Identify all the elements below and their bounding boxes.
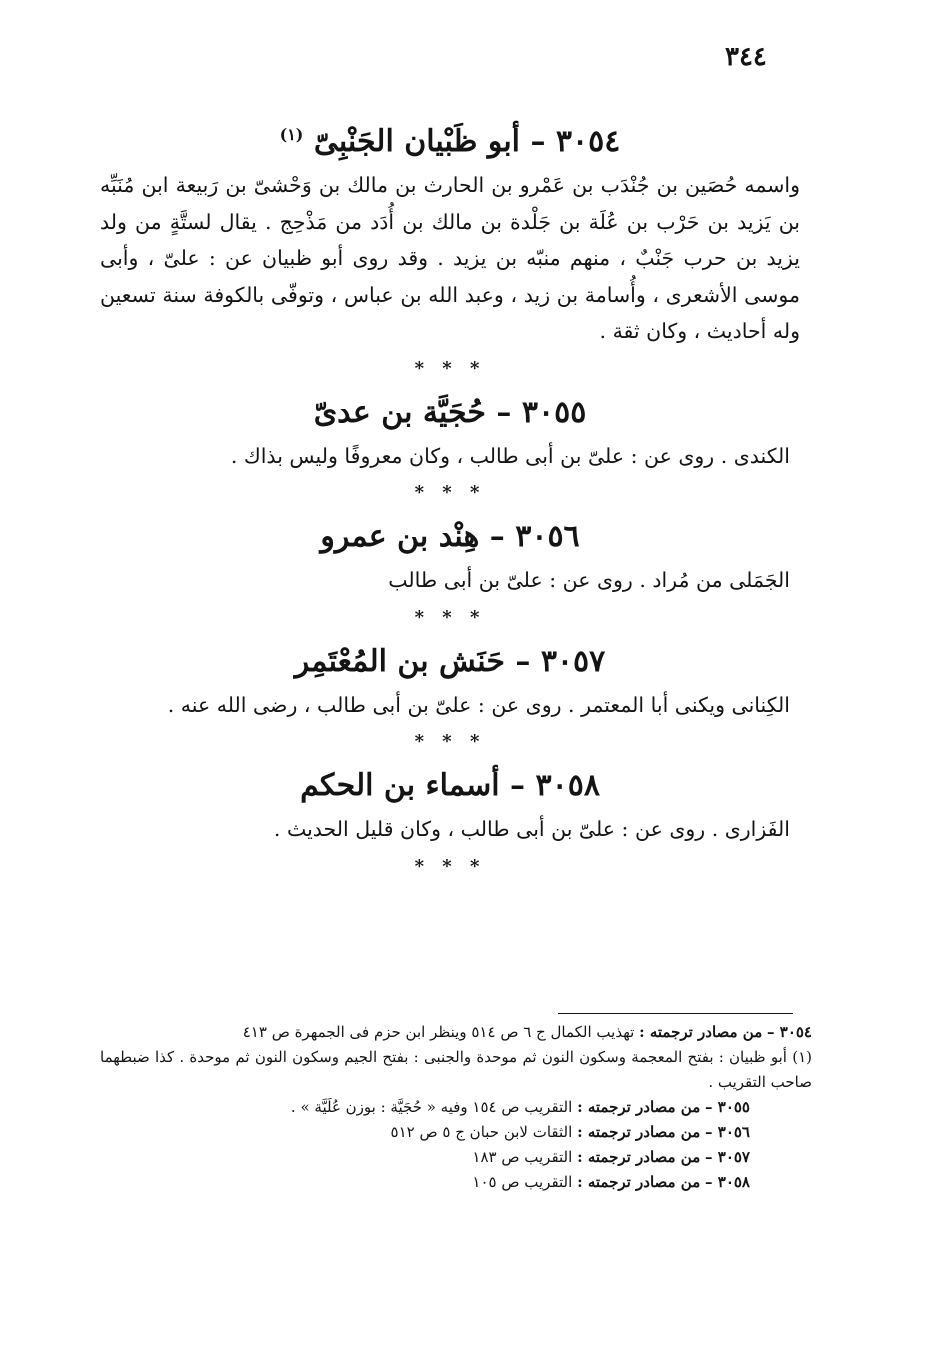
section-separator: * * * bbox=[414, 482, 486, 503]
entry-body: واسمه حُصَين بن جُنْدَب بن عَمْرو بن الحارث بن مالك بن وَحْشىّ بن رَبيعة ابن مُنَبِّه بن يَزيد بن حَرْب بن عُلَة بن جَلْدة بن مالك بن أُدَد من مَذْحِج . يقال لستَّةٍ من ولد يزيد بن حرب جَنْبٌ ، منهم منبّه بن يزيد . وقد روى أبو ظبيان عن : علىّ ، وأبى موسى الأشعرى ، وأُسامة بن زيد ، وعبد الله بن عباس ، وتوفّى بالكوفة سنة تسعين وله أحاديث ، وكان ثقة . bbox=[100, 173, 800, 343]
footnote-label: من مصادر ترجمته : bbox=[639, 1023, 763, 1041]
entry-body: الجَمَلى من مُراد . روى عن : علىّ بن أبى طالب bbox=[388, 568, 790, 592]
footnote-1 bbox=[100, 1045, 812, 1095]
entry-title bbox=[100, 761, 800, 811]
footnote-text: (١) أبو ظبيان : بفتح المعجمة وسكون النون ثم موحدة والجنبى : بفتح الجيم وسكون النون ثم موحدة . كذا ضبطهما صاحب التقريب . bbox=[100, 1048, 812, 1091]
entry-title bbox=[100, 110, 800, 167]
entry-3056 bbox=[100, 512, 800, 599]
footnote-3055 bbox=[100, 1095, 812, 1120]
entry-body: الفَزارى . روى عن : علىّ بن أبى طالب ، وكان قليل الحديث . bbox=[273, 817, 790, 841]
section-separator: * * * bbox=[414, 731, 486, 752]
entry-name: هِنْد بن عمرو bbox=[320, 519, 480, 554]
entry-dash: – bbox=[530, 124, 546, 159]
entry-dash: – bbox=[489, 519, 505, 554]
section-separator: * * * bbox=[414, 357, 486, 379]
entry-dash: – bbox=[510, 768, 526, 803]
entry-3055 bbox=[100, 388, 800, 475]
footnote-ref: ٣٠٥٥ – bbox=[705, 1098, 750, 1116]
entry-title bbox=[100, 637, 800, 687]
entry-title bbox=[100, 388, 800, 438]
footnote-3056 bbox=[100, 1120, 812, 1145]
footnote-label: من مصادر ترجمته : bbox=[577, 1173, 701, 1191]
footnote-text: الثقات لابن حبان ج ٥ ص ٥١٢ bbox=[390, 1123, 573, 1141]
main-text bbox=[100, 110, 800, 886]
entry-dash: – bbox=[496, 394, 512, 430]
entry-3058 bbox=[100, 761, 800, 848]
section-separator: * * * bbox=[414, 855, 486, 877]
section-separator: * * * bbox=[414, 606, 486, 628]
footnote-ref: ٣٠٥٤ – bbox=[767, 1023, 812, 1041]
footnotes bbox=[100, 1020, 812, 1195]
footnote-label: من مصادر ترجمته : bbox=[577, 1148, 701, 1166]
entry-name: حَنَش بن المُعْتَمِر bbox=[294, 643, 505, 679]
entry-number: ٣٠٥٥ bbox=[521, 394, 587, 430]
entry-number: ٣٠٥٤ bbox=[555, 124, 621, 159]
footnote-3054 bbox=[100, 1020, 812, 1045]
entry-number: ٣٠٥٧ bbox=[540, 643, 606, 679]
entry-name: أسماء بن الحكم bbox=[300, 768, 500, 803]
entry-body: الكِنانى ويكنى أبا المعتمر . روى عن : علىّ بن أبى طالب ، رضى الله عنه . bbox=[167, 692, 790, 717]
entry-dash: – bbox=[515, 643, 531, 679]
footnote-text: تهذيب الكمال ج ٦ ص ٥١٤ وينظر ابن حزم فى الجمهرة ص ٤١٣ bbox=[242, 1023, 635, 1041]
entry-3054 bbox=[100, 110, 800, 350]
footnote-text: التقريب ص ١٥٤ وفيه « حُجَيَّة : بوزن عُلَيَّة » . bbox=[290, 1098, 573, 1116]
footnote-mark: (١) bbox=[279, 125, 304, 144]
footnote-text: التقريب ص ١٨٣ bbox=[472, 1148, 573, 1166]
footnote-3057 bbox=[100, 1145, 812, 1170]
entry-name: حُجَيَّة بن عدىّ bbox=[313, 394, 486, 430]
entry-title bbox=[100, 512, 800, 562]
footnote-ref: ٣٠٥٨ – bbox=[705, 1173, 750, 1191]
entry-number: ٣٠٥٨ bbox=[535, 768, 600, 803]
footnote-label: من مصادر ترجمته : bbox=[577, 1123, 701, 1141]
entry-body: الكندى . روى عن : علىّ بن أبى طالب ، وكان معروفًا وليس بذاك . bbox=[230, 443, 790, 468]
entry-number: ٣٠٥٦ bbox=[515, 519, 580, 554]
entry-3057 bbox=[100, 637, 800, 724]
footnote-text: التقريب ص ١٠٥ bbox=[472, 1173, 573, 1191]
footnote-label: من مصادر ترجمته : bbox=[577, 1098, 701, 1116]
footnote-ref: ٣٠٥٧ – bbox=[705, 1148, 750, 1166]
page-number: ٣٤٤ bbox=[725, 42, 767, 72]
footnote-3058 bbox=[100, 1170, 812, 1195]
footnote-ref: ٣٠٥٦ – bbox=[705, 1123, 750, 1141]
entry-name: أبو ظَبْيان الجَنْبِىّ bbox=[313, 124, 521, 159]
footnote-divider bbox=[558, 1013, 793, 1014]
